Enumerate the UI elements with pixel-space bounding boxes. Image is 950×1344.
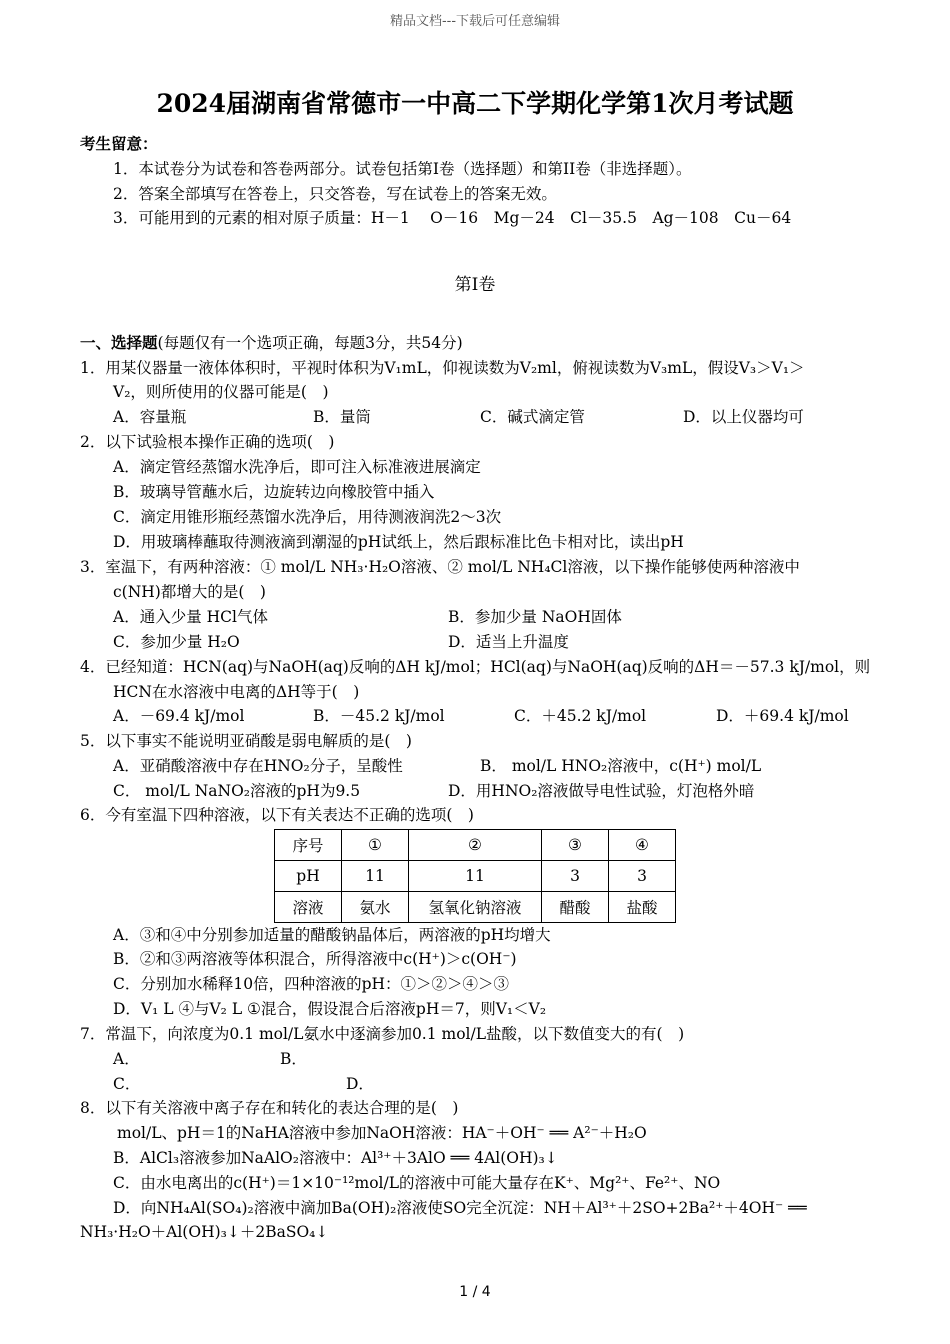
page-header: 精品文档---下载后可任意编辑	[389, 14, 561, 29]
table-row	[275, 892, 676, 923]
table-cell: 序号	[275, 830, 342, 861]
q5-option-c: C． mol/L NaNO₂溶液的pH为9.5	[113, 782, 361, 800]
part-heading: 一、选择题	[80, 333, 158, 352]
q3-option-a: A．通入少量 HCl气体	[113, 608, 268, 626]
page-number: 1 / 4	[459, 1284, 491, 1300]
q3-option-c: C．参加少量 H₂O	[113, 633, 240, 651]
q7-option-d: D．	[346, 1075, 374, 1093]
notice-item-3: 3．可能用到的元素的相对原子质量：H－1 O－16 Mg－24 Cl－35.5 Ag－108 Cu－64	[113, 209, 792, 227]
q2-option-d: D．用玻璃棒蘸取待测液滴到潮湿的pH试纸上，然后跟标准比色卡相对比，读出pH	[113, 533, 684, 551]
q1-option-d: D．以上仪器均可	[683, 408, 804, 426]
q5-option-b: B． mol/L HNO₂溶液中，c(H⁺) mol/L	[480, 757, 762, 775]
q7-option-c: C．	[113, 1075, 141, 1093]
q4-option-c: C．＋45.2 kJ/mol	[514, 707, 647, 725]
q1-option-a: A．容量瓶	[113, 408, 187, 426]
q4-option-a: A．－69.4 kJ/mol	[113, 707, 245, 725]
notice-item-2: 2．答案全部填写在答卷上，只交答卷，写在试卷上的答案无效。	[113, 185, 557, 203]
q5-option-a: A．亚硝酸溶液中存在HNO₂分子，呈酸性	[113, 757, 403, 775]
q8-option-d: D．向NH₄Al(SO₄)₂溶液中滴加Ba(OH)₂溶液使SO完全沉淀：NH＋Al³⁺＋2SO+2Ba²⁺＋4OH⁻ ══	[113, 1199, 807, 1217]
q5-option-d: D．用HNO₂溶液做导电性试验，灯泡格外暗	[448, 782, 755, 800]
q2-option-c: C．滴定用锥形瓶经蒸馏水洗净后，用待测液润洗2～3次	[113, 508, 502, 526]
table-cell: 氢氧化钠溶液	[409, 892, 542, 923]
table-row	[275, 830, 676, 861]
q4-option-d: D．＋69.4 kJ/mol	[716, 707, 849, 725]
table-cell: 醋酸	[542, 892, 609, 923]
q2-stem: 2．以下试验根本操作正确的选项( )	[80, 433, 335, 451]
table-cell: 氨水	[342, 892, 409, 923]
q5-stem: 5．以下事实不能说明亚硝酸是弱电解质的是( )	[80, 732, 412, 750]
table-cell: ②	[409, 830, 542, 861]
table-cell: 11	[409, 861, 542, 892]
q1-option-b: B．量筒	[313, 408, 371, 426]
q8-option-d-continued: NH₃·H₂O＋Al(OH)₃↓＋2BaSO₄↓	[80, 1223, 329, 1241]
q6-option-a: A．③和④中分别参加适量的醋酸钠晶体后，两溶液的pH均增大	[113, 926, 551, 944]
section-title: 第I卷	[454, 275, 496, 295]
table-cell: 3	[609, 861, 676, 892]
part-heading-line	[80, 333, 463, 353]
q4-stem-continued: HCN在水溶液中电离的ΔH等于( )	[113, 683, 360, 701]
table-cell: ③	[542, 830, 609, 861]
q7-option-b: B．	[280, 1050, 307, 1068]
q1-stem: 1．用某仪器量一液体体积时，平视时体积为V₁mL，仰视读数为V₂ml，俯视读数为V₃mL，假设V₃＞V₁＞	[80, 359, 805, 377]
q8-stem: 8．以下有关溶液中离子存在和转化的表达合理的是( )	[80, 1099, 459, 1117]
table-cell: 盐酸	[609, 892, 676, 923]
q4-option-b: B．－45.2 kJ/mol	[313, 707, 445, 725]
table-cell: pH	[275, 861, 342, 892]
q3-stem: 3．室温下，有两种溶液：① mol/L NH₃·H₂O溶液、② mol/L NH₄Cl溶液，以下操作能够使两种溶液中	[80, 558, 800, 576]
q6-option-c: C．分别加水稀释10倍，四种溶液的pH：①＞②＞④＞③	[113, 975, 510, 993]
q3-option-b: B．参加少量 NaOH固体	[448, 608, 622, 626]
table-cell: 11	[342, 861, 409, 892]
q4-stem: 4．已经知道：HCN(aq)与NaOH(aq)反响的ΔH kJ/mol；HCl(aq)与NaOH(aq)反响的ΔH＝－57.3 kJ/mol，则	[80, 658, 871, 676]
q1-option-c: C．碱式滴定管	[480, 408, 585, 426]
table-cell: 3	[542, 861, 609, 892]
q8-option-c: C．由水电离出的c(H⁺)＝1×10⁻¹²mol/L的溶液中可能大量存在K⁺、Mg²⁺、Fe²⁺、NO	[113, 1174, 721, 1192]
table-cell: 溶液	[275, 892, 342, 923]
q2-option-a: A．滴定管经蒸馏水洗净后，即可注入标准液进展滴定	[113, 458, 481, 476]
q6-option-d: D．V₁ L ④与V₂ L ①混合，假设混合后溶液pH＝7，则V₁＜V₂	[113, 1000, 547, 1018]
q1-stem-continued: V₂，则所使用的仪器可能是( )	[113, 383, 329, 401]
notice-item-1: 1．本试卷分为试卷和答卷两部分。试卷包括第I卷（选择题）和第II卷（非选择题）。	[113, 160, 692, 178]
q8-option-a: mol/L、pH＝1的NaHA溶液中参加NaOH溶液：HA⁻＋OH⁻ ══ A²⁻＋H₂O	[117, 1124, 647, 1142]
table-cell: ①	[342, 830, 409, 861]
q3-option-d: D．适当上升温度	[448, 633, 569, 651]
q3-stem-continued: c(NH)都增大的是( )	[113, 583, 266, 601]
q2-option-b: B．玻璃导管蘸水后，边旋转边向橡胶管中插入	[113, 483, 435, 501]
q6-option-b: B．②和③两溶液等体积混合，所得溶液中c(H⁺)＞c(OH⁻)	[113, 950, 517, 968]
q8-option-b: B．AlCl₃溶液参加NaAlO₂溶液中：Al³⁺＋3AlO ══ 4Al(OH)₃↓	[113, 1149, 558, 1167]
q6-table	[274, 829, 676, 923]
part-note: (每题仅有一个选项正确，每题3分，共54分)	[157, 334, 463, 352]
q7-option-a: A．	[113, 1050, 140, 1068]
table-cell: ④	[609, 830, 676, 861]
notice-heading: 考生留意：	[80, 134, 158, 153]
exam-title: 2024届湖南省常德市一中高二下学期化学第1次月考试题	[156, 89, 794, 118]
q6-stem: 6．今有室温下四种溶液，以下有关表达不正确的选项( )	[80, 806, 474, 824]
q7-stem: 7．常温下，向浓度为0.1 mol/L氨水中逐滴参加0.1 mol/L盐酸，以下数值变大的有( )	[80, 1025, 685, 1043]
table-row	[275, 861, 676, 892]
